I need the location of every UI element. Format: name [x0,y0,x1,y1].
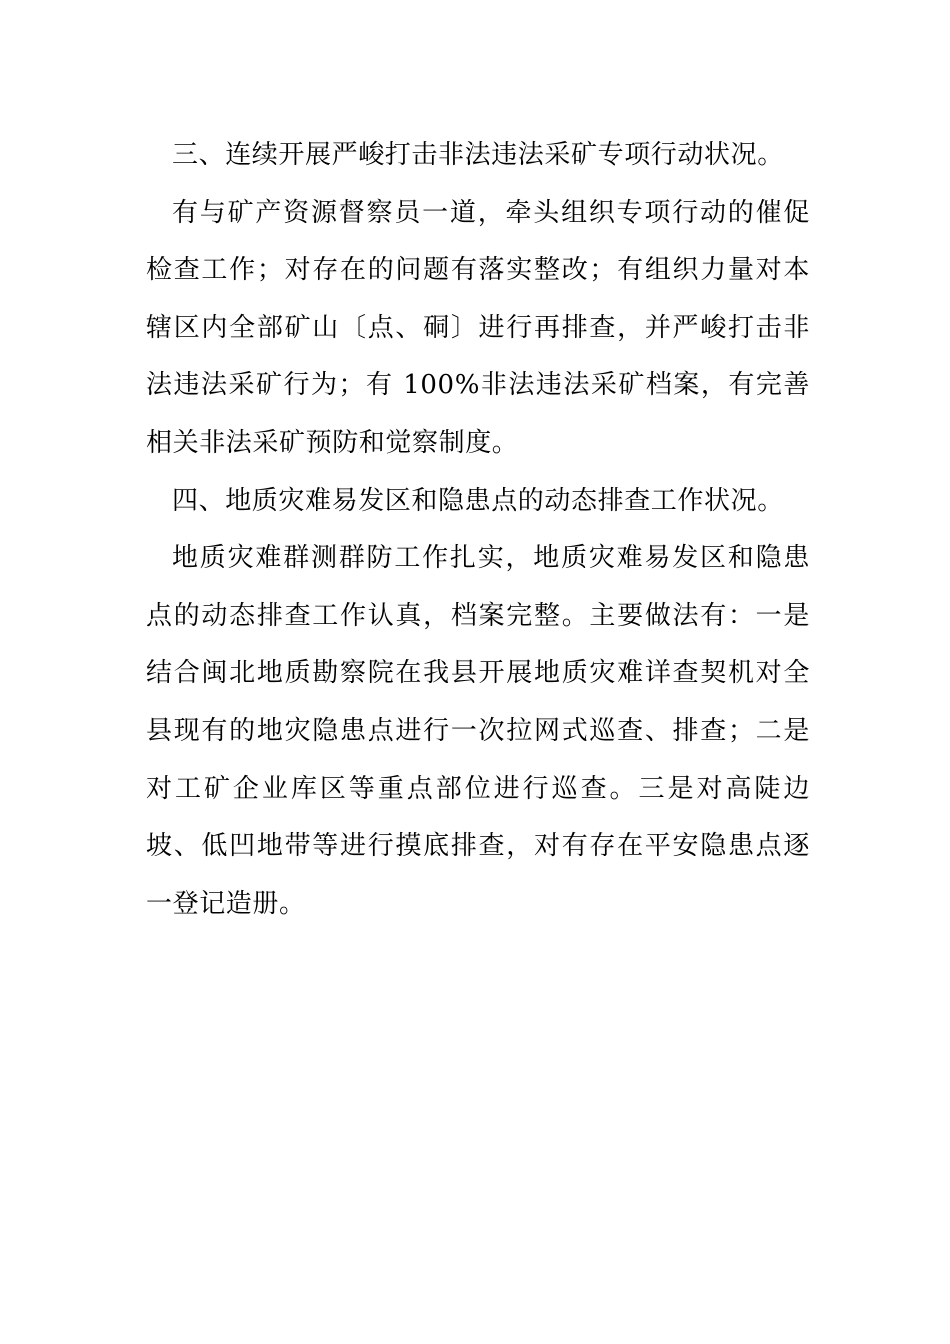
paragraph-body-3: 有与矿产资源督察员一道，牵头组织专项行动的催促检查工作；对存在的问题有落实整改；有组织力量对本辖区内全部矿山〔点、硐〕进行再排查，并严峻打击非法违法采矿行为；有 100%非法违法采矿档案，有完善相关非法采矿预防和觉察制度。 [146,197,810,458]
paragraph-body-4: 地质灾难群测群防工作扎实，地质灾难易发区和隐患点的动态排查工作认真，档案完整。主要做法有：一是结合闽北地质勘察院在我县开展地质灾难详查契机对全县现有的地灾隐患点进行一次拉网式巡查、排查；二是对工矿企业库区等重点部位进行巡查。三是对高陡边坡、低凹地带等进行摸底排查，对有存在平安隐患点逐一登记造册。 [146,543,810,919]
section-heading-3: 三、连续开展严峻打击非法违法采矿专项行动状况。 [172,140,784,170]
section-heading-4: 四、地质灾难易发区和隐患点的动态排查工作状况。 [172,485,784,516]
document-body [146,127,810,933]
